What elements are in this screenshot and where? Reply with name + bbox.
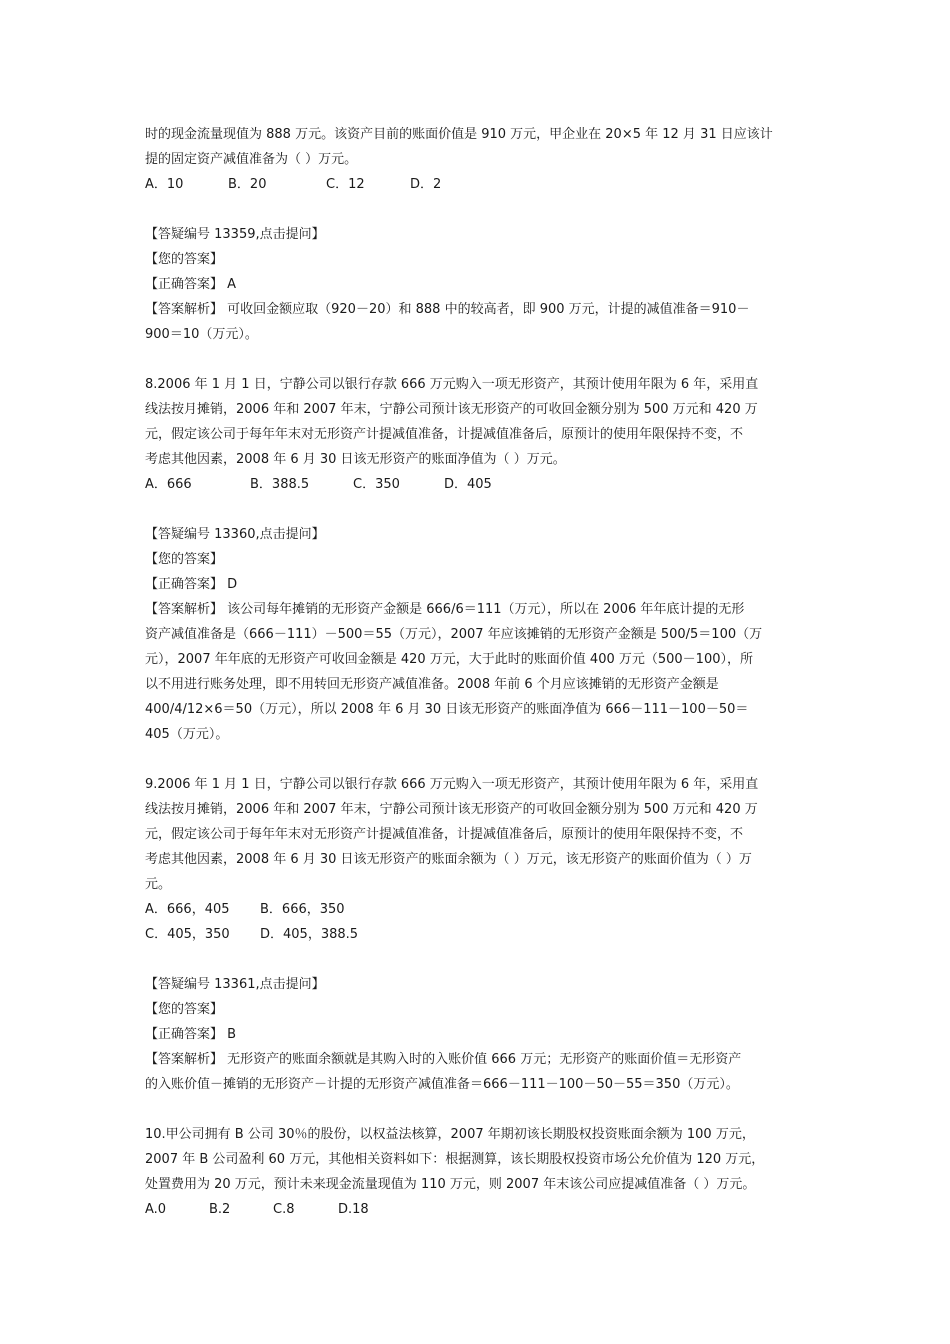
question-text-line: 考虑其他因素，2008 年 6 月 30 日该无形资产的账面净值为（ ）万元。 [145, 452, 566, 467]
question-text-line: 元，假定该公司于每年年末对无形资产计提减值准备，计提减值准备后，原预计的使用年限保持不变，不 [145, 827, 744, 842]
answer-analysis-line: 【答案解析】 无形资产的账面余额就是其购入时的入账价值 666 万元；无形资产的账面价值＝无形资产 [145, 1052, 742, 1067]
question-text-line: 元。 [145, 877, 172, 892]
option-d: D．405，388.5 [260, 927, 359, 942]
question-text-line: 线法按月摊销，2006 年和 2007 年末，宁静公司预计该无形资产的可收回金额分别为 500 万元和 420 万 [145, 402, 758, 417]
option-b: B.2 [209, 1202, 231, 1217]
question-text-line: 2007 年 B 公司盈利 60 万元，其他相关资料如下：根据测算，该长期股权投资市场公允价值为 120 万元， [145, 1152, 765, 1167]
answer-analysis-line: 资产减值准备是（666－111）－500＝55（万元），2007 年应该摊销的无形资产金额是 500/5＝100（万 [145, 627, 763, 642]
option-c: C．405，350 [145, 927, 230, 942]
question-text-line: 考虑其他因素，2008 年 6 月 30 日该无形资产的账面余额为（ ）万元，该无形资产的账面价值为（ ）万 [145, 852, 752, 867]
option-b: B．20 [228, 177, 267, 192]
option-b: B．388.5 [250, 477, 310, 492]
answer-options [145, 1197, 810, 1222]
answer-analysis-line: 【答案解析】 可收回金额应取（920－20）和 888 中的较高者，即 900 万元，计提的减值准备＝910－ [145, 302, 750, 317]
option-d: D.18 [338, 1202, 369, 1217]
answer-analysis-line: 900＝10（万元）。 [145, 327, 258, 342]
answer-analysis-line: 405（万元）。 [145, 727, 229, 742]
question-text-line: 9.2006 年 1 月 1 日，宁静公司以银行存款 666 万元购入一项无形资产，其预计使用年限为 6 年，采用直 [145, 777, 759, 792]
question-text-line: 提的固定资产减值准备为（ ）万元。 [145, 152, 358, 167]
option-b: B．666，350 [260, 902, 345, 917]
your-answer-label: 【您的答案】 [145, 252, 224, 267]
question-text-line: 时的现金流量现值为 888 万元。该资产目前的账面价值是 910 万元，甲企业在 20×5 年 12 月 31 日应该计 [145, 127, 773, 142]
ask-question-link[interactable]: 【答疑编号 13359,点击提问】 [145, 227, 325, 242]
correct-answer: 【正确答案】 B [145, 1027, 237, 1042]
answer-analysis-line: 以不用进行账务处理，即不用转回无形资产减值准备。2008 年前 6 个月应该摊销的无形资产金额是 [145, 677, 719, 692]
option-a: A.0 [145, 1202, 167, 1217]
document-page [145, 122, 810, 1222]
answer-analysis-line: 元），2007 年年底的无形资产可收回金额是 420 万元，大于此时的账面价值 400 万元（500－100），所 [145, 652, 753, 667]
answer-options [145, 922, 810, 947]
option-a: A．10 [145, 177, 184, 192]
option-d: D．405 [444, 477, 492, 492]
correct-answer: 【正确答案】 D [145, 577, 238, 592]
question-10 [145, 1122, 810, 1222]
option-c: C．12 [326, 177, 365, 192]
correct-answer: 【正确答案】 A [145, 277, 237, 292]
your-answer-label: 【您的答案】 [145, 552, 224, 567]
answer-options [145, 472, 810, 497]
ask-question-link[interactable]: 【答疑编号 13360,点击提问】 [145, 527, 325, 542]
option-d: D．2 [410, 177, 442, 192]
answer-analysis-line: 【答案解析】 该公司每年摊销的无形资产金额是 666/6＝111（万元），所以在 2006 年年底计提的无形 [145, 602, 745, 617]
question-8 [145, 372, 810, 747]
option-c: C.8 [273, 1202, 295, 1217]
option-a: A．666 [145, 477, 192, 492]
answer-analysis-line: 的入账价值－摊销的无形资产－计提的无形资产减值准备＝666－111－100－50－55＝350（万元）。 [145, 1077, 739, 1092]
your-answer-label: 【您的答案】 [145, 1002, 224, 1017]
answer-options [145, 897, 810, 922]
question-text-line: 元，假定该公司于每年年末对无形资产计提减值准备，计提减值准备后，原预计的使用年限保持不变，不 [145, 427, 744, 442]
answer-analysis-line: 400/4/12×6＝50（万元），所以 2008 年 6 月 30 日该无形资产的账面净值为 666－111－100－50＝ [145, 702, 749, 717]
question-7 [145, 122, 810, 347]
ask-question-link[interactable]: 【答疑编号 13361,点击提问】 [145, 977, 325, 992]
question-text-line: 8.2006 年 1 月 1 日，宁静公司以银行存款 666 万元购入一项无形资产，其预计使用年限为 6 年，采用直 [145, 377, 759, 392]
question-text-line: 处置费用为 20 万元，预计未来现金流量现值为 110 万元，则 2007 年末该公司应提减值准备（ ）万元。 [145, 1177, 756, 1192]
question-text-line: 线法按月摊销，2006 年和 2007 年末，宁静公司预计该无形资产的可收回金额分别为 500 万元和 420 万 [145, 802, 758, 817]
answer-options [145, 172, 810, 197]
option-a: A．666，405 [145, 902, 230, 917]
question-9 [145, 772, 810, 1097]
option-c: C．350 [353, 477, 400, 492]
question-text-line: 10.甲公司拥有 B 公司 30％的股份，以权益法核算，2007 年期初该长期股权投资账面余额为 100 万元， [145, 1127, 755, 1142]
